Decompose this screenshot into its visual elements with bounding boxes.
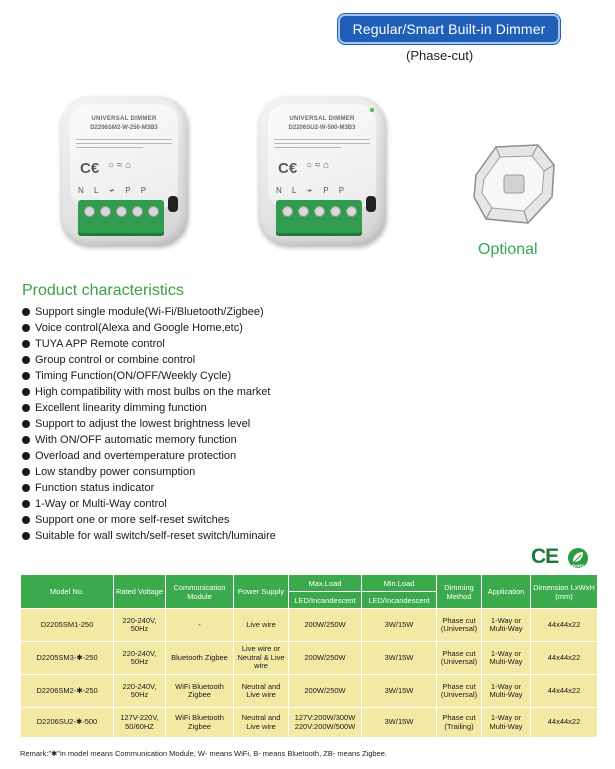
ce-mark-icon: C€ [80,160,100,177]
cell-dimension: 44x44x22 [531,675,598,708]
bullet-icon [22,452,30,460]
cell-power: Neutral and Live wire [234,708,289,738]
bullet-icon [22,372,30,380]
list-item: TUYA APP Remote control [22,336,276,352]
bullet-icon [22,388,30,396]
cell-max-load: 200W/250W [289,642,362,675]
bullet-icon [22,468,30,476]
header-model: Model No. [21,575,114,609]
table-row [21,708,598,738]
bullet-icon [22,516,30,524]
list-item: Support one or more self-reset switches [22,512,276,528]
cell-dimming: Phase cut (Trailing) [437,708,482,738]
bullet-icon [22,404,30,412]
cell-application: 1-Way or Multi-Way [482,675,531,708]
remark-footnote: Remark:"✱"in model means Communication Module, W- means WiFi, B- means Bluetooth, ZB- means Zigbee. [20,749,388,758]
list-item: 1-Way or Multi-Way control [22,496,276,512]
cell-communication: WiFi Bluetooth Zigbee [166,708,234,738]
cell-model: D2206SM2-✱-250 [21,675,114,708]
specification-table [20,574,598,738]
device-name-label: UNIVERSAL DIMMER [289,116,355,122]
cell-application: 1-Way or Multi-Way [482,609,531,642]
header-min-load-sub: LED/Incandescent [362,592,437,609]
cell-dimming: Phase cut (Universal) [437,675,482,708]
cell-min-load: 3W/15W [362,642,437,675]
cell-dimension: 44x44x22 [531,708,598,738]
bullet-icon [22,532,30,540]
cell-max-load: 127V:200W/300W 220V:200W/500W [289,708,362,738]
list-item: Timing Function(ON/OFF/Weekly Cycle) [22,368,276,384]
device-image-sm2 [60,96,188,246]
terminal-block [78,200,164,236]
section-title-characteristics: Product characteristics [22,282,184,299]
header-dimming: Dimming Method [437,575,482,609]
bullet-icon [22,484,30,492]
cell-min-load: 3W/15W [362,675,437,708]
cell-dimming: Phase cut (Universal) [437,642,482,675]
device-model-label: D2206SM2-W-250-M3B3 [90,125,158,131]
cell-communication: WiFi Bluetooth Zigbee [166,675,234,708]
cell-voltage: 127V-220V, 50/60HZ [114,708,166,738]
cell-dimming: Phase cut (Universal) [437,609,482,642]
list-item: Support to adjust the lowest brightness level [22,416,276,432]
bullet-icon [22,324,30,332]
cell-dimension: 44x44x22 [531,642,598,675]
mounting-bracket-icon [466,135,561,230]
header-application: Application [482,575,531,609]
cell-model: D2205SM1-250 [21,609,114,642]
list-item: Voice control(Alexa and Google Home,etc) [22,320,276,336]
cell-power: Live wire or Neutral & Live wire [234,642,289,675]
table-row [21,642,598,675]
cell-voltage: 220-240V, 50Hz [114,675,166,708]
cell-model: D2206SU2-✱-500 [21,708,114,738]
header-min-load: Min.Load [362,575,437,592]
cell-application: 1-Way or Multi-Way [482,708,531,738]
ce-certification-icon: CE [531,545,559,568]
list-item: With ON/OFF automatic memory function [22,432,276,448]
device-marks-icon: ○ ≈ ⌂ [108,160,132,171]
list-item: Low standby power consumption [22,464,276,480]
header-max-load: Max.Load [289,575,362,592]
bullet-icon [22,356,30,364]
subtitle-phase-cut: (Phase-cut) [406,48,474,63]
header-voltage: Rated Voltage [114,575,166,609]
list-item: Excellent linearity dimming function [22,400,276,416]
list-item: Support single module(Wi-Fi/Bluetooth/Zigbee) [22,304,276,320]
list-item: Suitable for wall switch/self-reset switch/luminaire [22,528,276,544]
ce-mark-icon: C€ [278,160,298,177]
bullet-icon [22,420,30,428]
bullet-icon [22,436,30,444]
terminal-labels: N L ≁ P P [78,186,147,195]
cell-model: D2205SM3-✱-250 [21,642,114,675]
terminal-block [276,200,362,236]
cell-min-load: 3W/15W [362,708,437,738]
cell-voltage: 220-240V, 50Hz [114,642,166,675]
cell-application: 1-Way or Multi-Way [482,642,531,675]
bullet-icon [22,340,30,348]
optional-label: Optional [478,241,538,258]
device-name-label: UNIVERSAL DIMMER [91,116,157,122]
header-communication: Communication Module [166,575,234,609]
list-item: Function status indicator [22,480,276,496]
cell-power: Neutral and Live wire [234,675,289,708]
terminal-labels: N L ≁ P P [276,186,345,195]
cell-min-load: 3W/15W [362,609,437,642]
cell-voltage: 220-240V, 50Hz [114,609,166,642]
device-image-su2 [258,96,386,246]
title-banner: Regular/Smart Built-in Dimmer [338,14,560,44]
cell-dimension: 44x44x22 [531,609,598,642]
cell-communication: Bluetooth Zigbee [166,642,234,675]
table-row [21,609,598,642]
status-led-icon [370,108,374,112]
table-row [21,675,598,708]
header-power-supply: Power Supply [234,575,289,609]
bullet-icon [22,500,30,508]
rohs-label: RoHS [571,563,585,569]
list-item: Overload and overtemperature protection [22,448,276,464]
bullet-icon [22,308,30,316]
list-item: High compatibility with most bulbs on the market [22,384,276,400]
device-marks-icon: ○ ≈ ⌂ [306,160,330,171]
header-dimension: Dimension LxWxH (mm) [531,575,598,609]
header-max-load-sub: LED/Incandescent [289,592,362,609]
characteristics-list [22,304,276,544]
device-model-label: D2206SU2-W-500-M3B3 [288,125,356,131]
cell-max-load: 200W/250W [289,675,362,708]
rohs-leaf-icon [567,547,589,569]
cell-max-load: 200W/250W [289,609,362,642]
reset-button-icon [168,196,178,212]
reset-button-icon [366,196,376,212]
cell-communication: - [166,609,234,642]
cell-power: Live wire [234,609,289,642]
list-item: Group control or combine control [22,352,276,368]
